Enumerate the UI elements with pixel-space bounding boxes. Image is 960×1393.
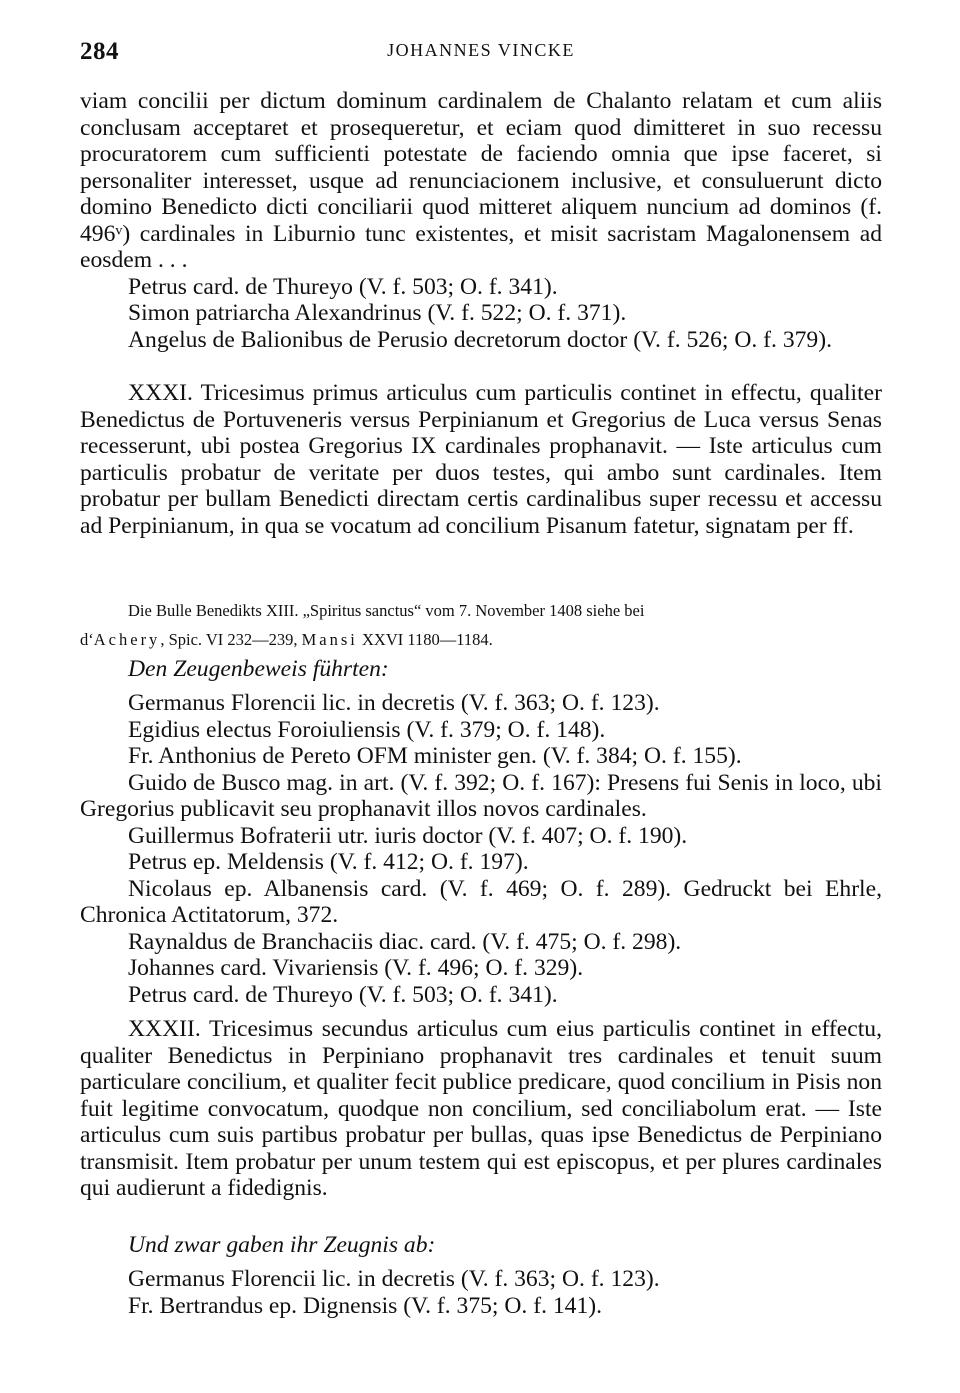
witness-entry: Johannes card. Vivariensis (V. f. 496; O. f. 329). (128, 955, 584, 981)
footnote-text: , Spic. VI 232—239, (160, 630, 302, 649)
footnote-text: XXVI 1180—1184. (357, 630, 493, 649)
witness-entry: Egidius electus Foroiuliensis (V. f. 379; O. f. 148). (128, 716, 606, 743)
footnote-line-1: Die Bulle Benedikts XIII. „Spiritus sanctus“ vom 7. November 1408 siehe bei (128, 601, 645, 620)
article-32-paragraph (80, 1016, 882, 1202)
article-31-text: Tricesimus primus articulus cum particulis continet in effectu, qualiter Benedictus de Portuveneris versus Perpinianum et Gregorius de Luca versus Senas recesserunt, ubi postea Gregorius IX cardinales prophanavit. — Iste articulus cum particulis probatur de veritate per duos testes, qui ambo sunt cardinales. Item probatur per bullam Benedicti directam certis cardinalibus super recessu et accessu ad Perpinianum, in qua se vocatum ad concilium Pisanum fatetur, signatam per ff. (80, 380, 882, 539)
witness-entry: Guido de Busco mag. in art. (V. f. 392; O. f. 167): Presens fui Senis in loco, ubi Gregorius publicavit seu prophanavit illos novos cardinales. (80, 769, 882, 822)
article-31-paragraph (80, 380, 882, 539)
witness-list-1 (80, 690, 882, 1008)
page-header (80, 38, 882, 68)
witness-entry: Simon patriarcha Alexandrinus (V. f. 522; O. f. 371). (128, 300, 627, 326)
witness-entry: Guillermus Bofraterii utr. iuris doctor (V. f. 407; O. f. 190). (128, 822, 688, 849)
footnote-author: Mansi (301, 630, 358, 649)
witnesses-heading-1: Den Zeugenbeweis führten: (128, 656, 389, 682)
witness-entry: Germanus Florencii lic. in decretis (V. f. 363; O. f. 123). (128, 1266, 660, 1292)
footnote (80, 596, 882, 654)
article-31 (80, 380, 882, 539)
footnote-line-2 (80, 625, 882, 654)
witness-entry: Raynaldus de Branchaciis diac. card. (V. f. 475; O. f. 298). (128, 928, 682, 955)
witness-entry: Petrus card. de Thureyo (V. f. 503; O. f. 341). (128, 981, 558, 1008)
footnote-author: Achery (93, 630, 161, 649)
running-head: JOHANNES VINCKE (387, 40, 575, 60)
witness-entry: Nicolaus ep. Albanensis card. (V. f. 469; O. f. 289). Gedruckt bei Ehrle, Chronica Actitatorum, 372. (80, 875, 882, 928)
witness-entry: Fr. Bertrandus ep. Dignensis (V. f. 375; O. f. 141). (128, 1292, 603, 1319)
witness-entry: Petrus ep. Meldensis (V. f. 412; O. f. 197). (128, 849, 529, 875)
article-31-numeral: XXXI. (128, 380, 193, 406)
article-32-numeral: XXXII. (128, 1016, 201, 1042)
witness-entry: Petrus card. de Thureyo (V. f. 503; O. f. 341). (128, 273, 558, 300)
intro-paragraph: viam concilii per dictum dominum cardinalem de Chalanto relatam et cum aliis conclusam acceptaret et prosequeretur, et eciam quod dimitteret in suo recessu procuratorem cum sufficienti potestate de faciendo omnia que ipse faceret, si personaliter interesset, usque ad renunciacionem inclusive, et consuluerunt dicto domino Benedicto dicti conciliarii quod mitteret aliquem nuncium ad dominos (f. 496ᵛ) cardinales in Liburnio tunc existentes, et misit sacristam Magalonensem ad eosdem . . . (80, 88, 882, 273)
witness-entry: Fr. Anthonius de Pereto OFM minister gen. (V. f. 384; O. f. 155). (128, 743, 742, 769)
witness-entry: Germanus Florencii lic. in decretis (V. f. 363; O. f. 123). (128, 690, 660, 716)
intro-section (80, 88, 882, 353)
witness-entry: Angelus de Balionibus de Perusio decretorum doctor (V. f. 526; O. f. 379). (128, 326, 832, 353)
article-32-text: Tricesimus secundus articulus cum eius particulis continet in effectu, qualiter Benedictus in Perpiniano prophanavit tres cardinales et tenuit suum particulare concilium, et qualiter fecit publice predicare, quod concilium in Pisis non fuit legitime convocatum, quodque non concilium, sed conciliabolum erat. — Iste articulus cum suis partibus probatur per bullas, quas ipse Benedictus de Perpiniano transmisit. Item probatur per unum testem qui est episcopus, et per plures cardinales qui audierunt a fidedignis. (80, 1016, 882, 1201)
page-number: 284 (80, 38, 119, 65)
footnote-text: d‘ (80, 630, 94, 649)
witnesses-heading-2: Und zwar gaben ihr Zeugnis ab: (128, 1232, 436, 1258)
article-32 (80, 1016, 882, 1202)
witness-list-2 (80, 1266, 882, 1319)
